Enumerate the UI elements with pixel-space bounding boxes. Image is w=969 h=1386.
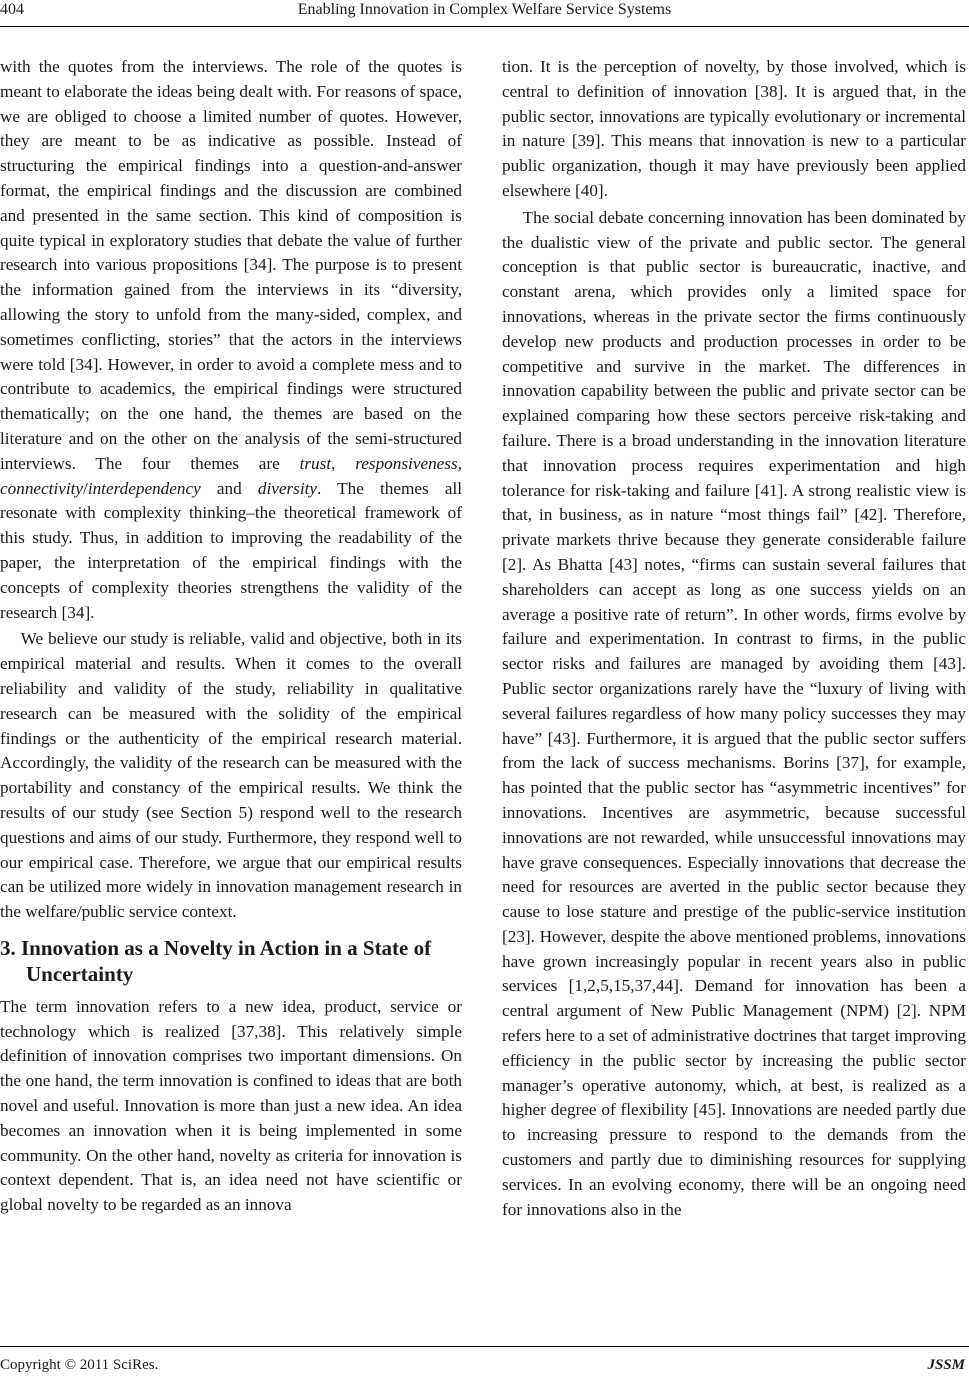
paragraph: with the quotes from the interviews. The role of the quotes is meant to elaborate the ideas being dealt with. For reasons of space, we are obliged to choose a limited number of quotes. However, they are meant to be as indicative as possible. Instead of structuring the empirical findings into a question-and-answer format, the empirical findings and the discussion are combined and presented in the same section. This kind of composition is quite typical in exploratory studies that debate the value of further research into various propositions [34]. The purpose is to present the information gained from the interviews in its “diversity, allowing the story to unfold from the many-sided, complex, and sometimes conflicting, stories” that the actors in the interviews were told [34]. However, in order to avoid a complete mess and to contribute to academics, the empirical findings were structured thematically; on the one hand, the themes are based on the literature and on the other on the analysis of the semi-structured interviews. The four themes are trust, responsiveness, connectivity/interdependency and diversity. The themes all resonate with complexity thinking–the theoretical framework of this study. Thus, in addition to improving the readability of the paper, the interpretation of the empirical findings with the concepts of complexity theories strengthens the validity of the research [34]. <box>0 57 462 622</box>
header-rule <box>0 26 969 27</box>
paragraph: tion. It is the perception of novelty, by those involved, which is central to definition of innovation [38]. It is argued that, in the public sector, innovations are typically evolutionary or incremental in nature [39]. This means that innovation is new to a particular public organization, though it may have previously been applied elsewhere [40]. <box>502 57 966 200</box>
theme-term: responsiveness <box>355 453 458 473</box>
left-column <box>0 55 462 1218</box>
footer-rule <box>0 1346 969 1347</box>
theme-term: trust <box>299 453 332 473</box>
page-number: 404 <box>0 1 24 18</box>
page-header <box>0 0 969 32</box>
paragraph: The social debate concerning innovation has been dominated by the dualistic view of the private and public sector. The general conception is that public sector is bureaucratic, inactive, and constant arena, which provides only a limited space for innovations, whereas in the private sector the firms continuously develop new products and production processes in order to be competitive and survive in the market. The differences in innovation capability between the public and private sector can be explained comparing how these sectors perceive risk-taking and failure. There is a broad understanding in the innovation literature that innovation process requires experimentation and high tolerance for risk-taking and failure [41]. A strong realistic view is that, in business, as in nature “most things fail” [42]. Therefore, private markets thrive because they generate considerable failure [2]. As Bhatta [43] notes, “firms can sustain several failures that shareholders can accept as long as one success yields on an average a positive rate of return”. In other words, firms evolve by failure and experimentation. In contrast to firms, in the public sector risks and failures are managed by avoiding them [43]. Public sector organizations rarely have the “luxury of living with several failures regardless of how many policy successes they may have” [43]. Furthermore, it is argued that the public sector suffers from the lack of success mechanisms. Borins [37], for example, has pointed that the public sector has “asymmetric incentives” for innovations. Incentives are asymmetric, because successful innovations are not rewarded, while unsuccessful innovations may have grave consequences. Especially innovations that decrease the need for resources are averted in the public sector because they cause to lose stature and prestige of the public-service institution [23]. However, despite the above mentioned problems, innovations have grown increasingly popular in recent years also in public services [1,2,5,15,37,44]. Demand for innovation has been a central argument of New Public Management (NPM) [2]. NPM refers here to a set of administrative doctrines that target improving efficiency in the public sector by increasing the public sector manager’s operative autonomy, which, at best, is realized as a higher degree of flexibility [45]. Innovations are needed partly due to increasing pressure to respond to the demands from the customers and partly due to diminishing resources for supplying services. In an evolving economy, there will be an ongoing need for innovations also in the <box>502 207 966 1219</box>
theme-term: interdependency <box>87 478 201 498</box>
paragraph: We believe our study is reliable, valid and objective, both in its empirical material and results. When it comes to the overall reliability and validity of the study, reliability in qualitative research can be measured with the solidity of the empirical findings or the authenticity of the empirical research material. Accordingly, the validity of the research can be measured with the portability and constancy of the empirical results. We think the results of our study (see Section 5) respond well to the research questions and aims of our study. Furthermore, they respond well to our empirical case. Therefore, we argue that our empirical results can be utilized more widely in innovation management research in the welfare/public service context. <box>0 629 462 922</box>
theme-term: connectivity <box>0 478 84 498</box>
paragraph: The term innovation refers to a new idea, product, service or technology which is realized [37,38]. This relatively simple definition of innovation comprises two important dimensions. On the one hand, the term innovation is confined to ideas that are both novel and useful. Innovation is more than just a new idea. An idea becomes an innovation when it is being implemented in some community. On the other hand, novelty as criteria for innovation is context dependent. That is, an idea need not have scientific or global novelty to be regarded as an innova <box>0 996 462 1215</box>
running-title: Enabling Innovation in Complex Welfare Service Systems <box>297 1 672 18</box>
theme-term: diversity <box>257 478 318 498</box>
page-footer <box>0 1356 969 1380</box>
right-column <box>502 55 966 1222</box>
section-heading: 3. Innovation as a Novelty in Action in a State of Uncertainty <box>0 935 432 986</box>
journal-abbreviation: JSSM <box>927 1357 965 1373</box>
copyright-notice: Copyright © 2011 SciRes. <box>0 1357 159 1373</box>
